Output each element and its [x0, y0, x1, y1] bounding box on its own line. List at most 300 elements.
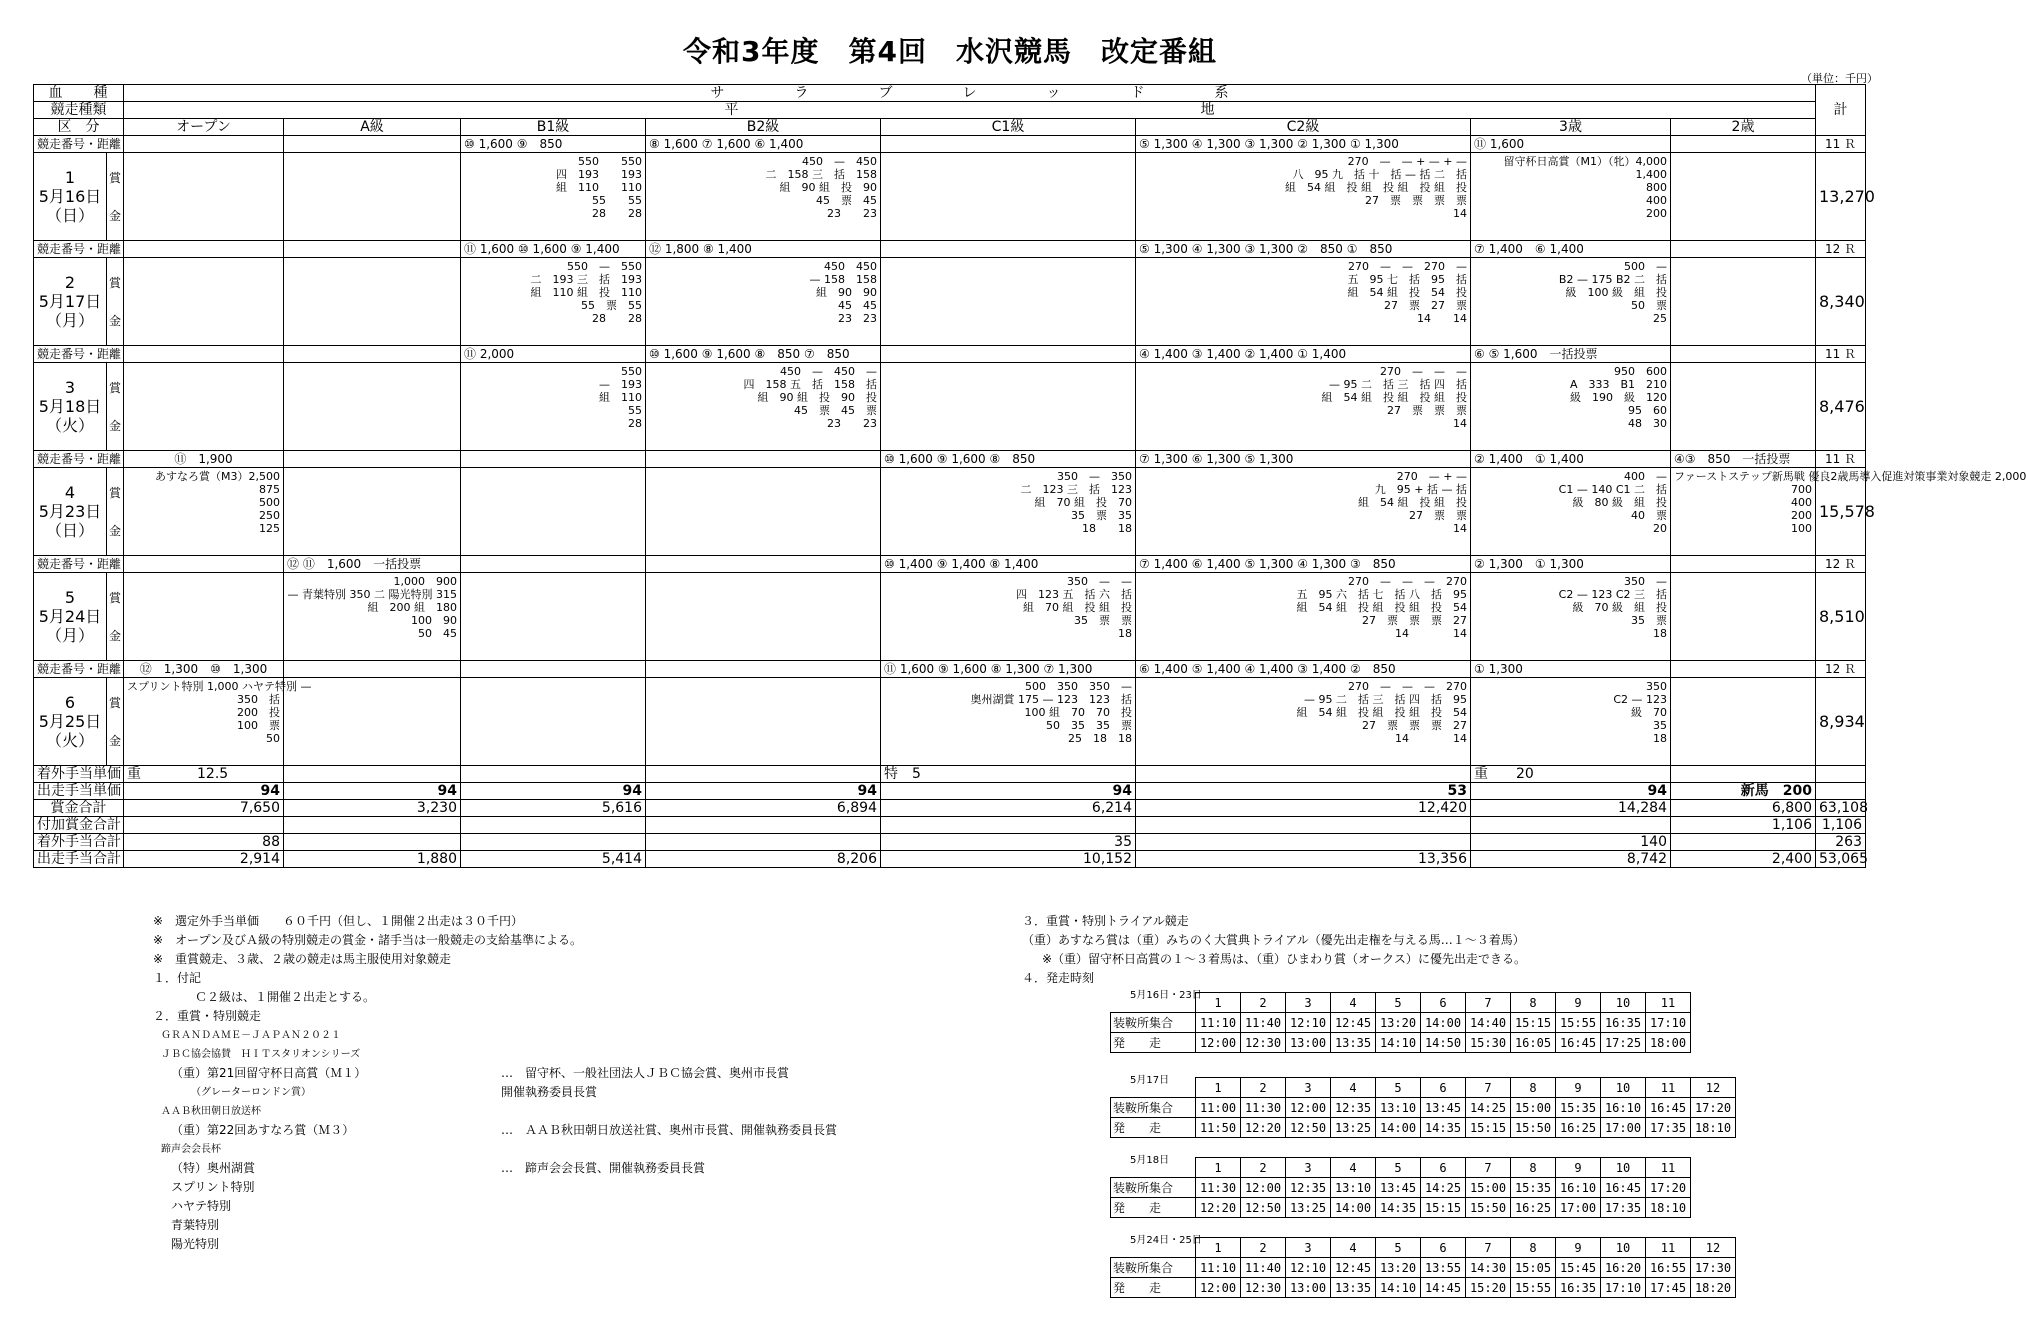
- schedule-cell: 5: [1376, 1158, 1421, 1178]
- race-distance: [1671, 136, 1816, 153]
- schedule-cell: 8: [1511, 1158, 1556, 1178]
- row-label: 競走種類: [34, 102, 124, 119]
- schedule-date-label: 5月18日: [1130, 1155, 1170, 1166]
- race-label: 競走番号・距離: [34, 136, 124, 153]
- schedule-cell: 17:20: [1691, 1098, 1736, 1118]
- schedule-cell: 14:00: [1331, 1198, 1376, 1218]
- schedule-cell: 2: [1241, 1078, 1286, 1098]
- day-num: 4: [64, 483, 76, 502]
- summary-value: 2,914: [124, 851, 284, 868]
- schedule-cell: 2: [1241, 1158, 1286, 1178]
- schedule-cell: 11:40: [1241, 1258, 1286, 1278]
- race-distance: ⑫ 1,800 ⑧ 1,400: [646, 241, 881, 258]
- day-num: 6: [64, 693, 76, 712]
- note-line: （重）第22回あすなろ賞（Ｍ３）: [171, 1123, 355, 1137]
- prize-total: 8,476: [1816, 363, 1866, 451]
- prize-values: [124, 153, 284, 241]
- race-count: 11 Ｒ: [1816, 451, 1866, 468]
- schedule-cell: 12:35: [1286, 1178, 1331, 1198]
- schedule-cell: 14:30: [1466, 1258, 1511, 1278]
- class-header: C1級: [881, 119, 1136, 136]
- schedule-cell: 15:05: [1511, 1258, 1556, 1278]
- prize-values: 550 — 550 二 193 三 括 193 組 110 組 投 110 55 票 55 28 28: [461, 258, 646, 346]
- schedule-cell: 13:25: [1286, 1198, 1331, 1218]
- schedule-cell: 3: [1286, 1158, 1331, 1178]
- day-num: 5: [64, 588, 76, 607]
- race-count: 12 Ｒ: [1816, 241, 1866, 258]
- prize-label-2: 金: [108, 208, 121, 223]
- schedule-row-label: [1111, 1158, 1196, 1178]
- summary-value: 重 20: [1471, 766, 1671, 783]
- race-label: 競走番号・距離: [34, 241, 124, 258]
- notes-right: [1022, 912, 1842, 988]
- schedule-cell: 14:25: [1466, 1098, 1511, 1118]
- summary-value: 5,616: [461, 800, 646, 817]
- schedule-cell: 8: [1511, 1238, 1556, 1258]
- race-distance: [284, 136, 461, 153]
- race-distance: [461, 556, 646, 573]
- note-line: ２．重賞・特別競走: [153, 1009, 262, 1023]
- race-count: 12 Ｒ: [1816, 661, 1866, 678]
- schedule-cell: 16:55: [1646, 1258, 1691, 1278]
- prize-values: 留守杯日高賞（M1）（牝）4,000 1,400 800 400 200: [1471, 153, 1671, 241]
- day-cell: [34, 573, 107, 661]
- schedule-cell: 14:50: [1421, 1033, 1466, 1053]
- schedule-row: [1111, 1178, 1691, 1198]
- race-distance: ⑥ 1,400 ⑤ 1,400 ④ 1,400 ③ 1,400 ② 850: [1136, 661, 1471, 678]
- summary-value: [646, 817, 881, 834]
- summary-label: 着外手当単価: [34, 766, 124, 783]
- race-distance: ② 1,400 ① 1,400: [1471, 451, 1671, 468]
- prize-label-1: 賞: [108, 695, 121, 710]
- summary-total: [1816, 766, 1866, 783]
- prize-values: [284, 258, 461, 346]
- schedule-cell: 15:20: [1466, 1278, 1511, 1298]
- schedule-cell: 5: [1376, 1238, 1421, 1258]
- table-row: [34, 800, 1866, 817]
- schedule-cell: 7: [1466, 1238, 1511, 1258]
- prize-values: [1671, 573, 1816, 661]
- schedule-cell: 13:35: [1331, 1033, 1376, 1053]
- schedule-date-label: 5月17日: [1130, 1075, 1170, 1086]
- race-label: 競走番号・距離: [34, 346, 124, 363]
- prize-values: 400 — C1 — 140 C1 二 括 級 80 級 組 投 40 票 20: [1471, 468, 1671, 556]
- schedule-cell: 17:35: [1601, 1198, 1646, 1218]
- schedule-cell: 9: [1556, 1078, 1601, 1098]
- schedule-cell: 16:20: [1601, 1258, 1646, 1278]
- schedule-cell: 4: [1331, 1078, 1376, 1098]
- summary-value: 94: [646, 783, 881, 800]
- schedule-cell: 3: [1286, 1078, 1331, 1098]
- summary-label: 出走手当合計: [34, 851, 124, 868]
- race-distance: [461, 451, 646, 468]
- summary-value: 94: [1471, 783, 1671, 800]
- summary-value: [881, 817, 1136, 834]
- prize-values: [1671, 153, 1816, 241]
- class-header: B2級: [646, 119, 881, 136]
- schedule-cell: 12:30: [1241, 1033, 1286, 1053]
- race-distance: [284, 346, 461, 363]
- schedule-cell: 15:35: [1511, 1178, 1556, 1198]
- summary-value: 94: [461, 783, 646, 800]
- race-distance: ④ 1,400 ③ 1,400 ② 1,400 ① 1,400: [1136, 346, 1471, 363]
- race-distance: ⑪ 2,000: [461, 346, 646, 363]
- schedule-cell: 13:00: [1286, 1278, 1331, 1298]
- schedule-cell: 4: [1331, 993, 1376, 1013]
- prize-values: 350 C2 — 123 級 70 35 18: [1471, 678, 1671, 766]
- day-num: 2: [64, 273, 76, 292]
- schedule-cell: 6: [1421, 1158, 1466, 1178]
- day-dow: （日）: [45, 206, 94, 225]
- day-num: 1: [64, 168, 76, 187]
- schedule-cell: 14:35: [1376, 1198, 1421, 1218]
- schedule-date-label: 5月16日・23日: [1130, 990, 1202, 1001]
- schedule-cell: 8: [1511, 993, 1556, 1013]
- table-row: [34, 258, 1866, 346]
- schedule-cell: 12:45: [1331, 1258, 1376, 1278]
- schedule-cell: 11:10: [1196, 1013, 1241, 1033]
- race-distance: [284, 241, 461, 258]
- schedule-cell: 16:10: [1556, 1178, 1601, 1198]
- note-line: スプリント特別: [171, 1180, 255, 1194]
- schedule-cell: 15:50: [1511, 1118, 1556, 1138]
- race-distance: ⑪ 1,600 ⑩ 1,600 ⑨ 1,400: [461, 241, 646, 258]
- summary-label: 着外手当合計: [34, 834, 124, 851]
- schedule-cell: 17:00: [1601, 1118, 1646, 1138]
- schedule-row: [1111, 1238, 1736, 1258]
- summary-value: 35: [881, 834, 1136, 851]
- schedule-cell: 16:35: [1601, 1013, 1646, 1033]
- schedule-cell: 8: [1511, 1078, 1556, 1098]
- prize-values: [284, 153, 461, 241]
- schedule-cell: 13:45: [1376, 1178, 1421, 1198]
- race-distance: [124, 136, 284, 153]
- race-distance: [124, 346, 284, 363]
- summary-value: 5,414: [461, 851, 646, 868]
- schedule-cell: 16:45: [1601, 1178, 1646, 1198]
- day-cell: [34, 468, 107, 556]
- schedule-cell: 11:30: [1196, 1178, 1241, 1198]
- note-line: （特）奥州湖賞: [171, 1161, 256, 1175]
- class-header: B1級: [461, 119, 646, 136]
- table-row: [34, 85, 1866, 102]
- schedule-cell: 15:30: [1466, 1033, 1511, 1053]
- race-distance: ② 1,300 ① 1,300: [1471, 556, 1671, 573]
- prize-values: [881, 153, 1136, 241]
- prize-label-2: 金: [108, 523, 121, 538]
- schedule-cell: 12:00: [1241, 1178, 1286, 1198]
- prize-label-2: 金: [108, 628, 121, 643]
- schedule-cell: 15:15: [1421, 1198, 1466, 1218]
- day-dow: （火）: [45, 731, 94, 750]
- race-count: 11 Ｒ: [1816, 346, 1866, 363]
- schedule-cell: 11: [1646, 1238, 1691, 1258]
- prize-values: 270 — + — 九 95 + 括 — 括 組 54 組 投 組 投 27 票 票 14: [1136, 468, 1471, 556]
- day-cell: [34, 363, 107, 451]
- schedule-cell: 12:50: [1241, 1198, 1286, 1218]
- schedule-row-label: [1111, 1238, 1196, 1258]
- prize-label: [107, 678, 124, 766]
- prize-label-1: 賞: [108, 590, 121, 605]
- prize-label: [107, 363, 124, 451]
- summary-value: [284, 817, 461, 834]
- schedule-cell: 11:40: [1241, 1013, 1286, 1033]
- schedule-row: [1111, 1278, 1736, 1298]
- schedule-cell: 13:25: [1331, 1118, 1376, 1138]
- table-row: [34, 783, 1866, 800]
- schedule-row: [1111, 1198, 1691, 1218]
- race-distance: [646, 451, 881, 468]
- prize-label-1: 賞: [108, 380, 121, 395]
- schedule-row: [1111, 1078, 1736, 1098]
- table-row: [34, 136, 1866, 153]
- summary-value: 12,420: [1136, 800, 1471, 817]
- schedule-row-label: 装鞍所集合: [1111, 1013, 1196, 1033]
- schedule-cell: 14:40: [1466, 1013, 1511, 1033]
- schedule-row-label: [1111, 1078, 1196, 1098]
- schedule-cell: 18:20: [1691, 1278, 1736, 1298]
- schedule-row: [1111, 1158, 1691, 1178]
- schedule-cell: 11: [1646, 1078, 1691, 1098]
- race-distance: [461, 661, 646, 678]
- note-line: ＪＢＣ協会協賛 ＨＩＴスタリオンシリーズ: [161, 1049, 361, 1060]
- note-line: ハヤテ特別: [171, 1199, 232, 1213]
- schedule-cell: 12:35: [1331, 1098, 1376, 1118]
- prize-label-2: 金: [108, 418, 121, 433]
- schedule-cell: 12:20: [1196, 1198, 1241, 1218]
- summary-value: 2,400: [1671, 851, 1816, 868]
- program-table: [33, 84, 2026, 868]
- schedule-cell: 16:45: [1646, 1098, 1691, 1118]
- schedule-cell: 13:35: [1331, 1278, 1376, 1298]
- schedule-cell: 16:05: [1511, 1033, 1556, 1053]
- schedule-cell: 16:25: [1511, 1198, 1556, 1218]
- summary-value: 重 12.5: [124, 766, 284, 783]
- prize-label-2: 金: [108, 313, 121, 328]
- race-label: 競走番号・距離: [34, 661, 124, 678]
- summary-value: [284, 834, 461, 851]
- race-distance: [646, 661, 881, 678]
- schedule-cell: 4: [1331, 1158, 1376, 1178]
- day-date: 5月25日: [38, 712, 102, 731]
- schedule-cell: 9: [1556, 1158, 1601, 1178]
- summary-total: 53,065: [1816, 851, 1866, 868]
- prize-values: [881, 258, 1136, 346]
- note-line: ＡＡＢ秋田朝日放送杯: [161, 1106, 261, 1117]
- prize-values: [1671, 258, 1816, 346]
- schedule-cell: 11:00: [1196, 1098, 1241, 1118]
- note-line: 青葉特別: [171, 1218, 220, 1232]
- schedule-cell: 17:00: [1556, 1198, 1601, 1218]
- prize-values: 350 — — 四 123 五 括 六 括 組 70 組 投 組 投 35 票 票 18: [881, 573, 1136, 661]
- schedule-cell: 16:45: [1556, 1033, 1601, 1053]
- prize-label-2: 金: [108, 733, 121, 748]
- prize-values: [461, 678, 646, 766]
- schedule-row: [1111, 1098, 1736, 1118]
- prize-values: [646, 573, 881, 661]
- schedule-cell: 13:00: [1286, 1033, 1331, 1053]
- race-distance: [1671, 346, 1816, 363]
- table-row: [34, 346, 1866, 363]
- prize-label: [107, 153, 124, 241]
- schedule-cell: 7: [1466, 1158, 1511, 1178]
- note-line: ※ 選定外手当単価 ６０千円（但し、１開催２出走は３０千円）: [153, 914, 524, 928]
- race-distance: [1671, 556, 1816, 573]
- summary-value: [461, 766, 646, 783]
- schedule-cell: 13:10: [1376, 1098, 1421, 1118]
- summary-value: [1671, 834, 1816, 851]
- prize-values: [1671, 678, 1816, 766]
- prize-values: 270 — — — — 95 二 括 三 括 四 括 組 54 組 投 組 投 組 投 27 票 票 票 14: [1136, 363, 1471, 451]
- prize-values: 1,000 900 — 青葉特別 350 二 陽光特別 315 組 200 組 180 100 90 50 45: [284, 573, 461, 661]
- row-label: 区 分: [34, 119, 124, 136]
- day-date: 5月17日: [38, 292, 102, 311]
- day-cell: [34, 678, 107, 766]
- prize-total: 8,340: [1816, 258, 1866, 346]
- class-header: 2歳: [1671, 119, 1816, 136]
- schedule-cell: 12: [1691, 1238, 1736, 1258]
- schedule-cell: 11:50: [1196, 1118, 1241, 1138]
- prize-values: 270 — — 270 — 五 95 七 括 95 括 組 54 組 投 54 投 27 票 27 票 14 14: [1136, 258, 1471, 346]
- schedule-cell: 6: [1421, 993, 1466, 1013]
- table-row: [34, 153, 1866, 241]
- schedule-row: [1111, 1013, 1691, 1033]
- prize-values: [124, 573, 284, 661]
- schedule-cell: 10: [1601, 993, 1646, 1013]
- note-line: … ＡＡＢ秋田朝日放送社賞、奥州市長賞、開催執務委員長賞: [501, 1123, 838, 1137]
- note-line: ※ 重賞競走、３歳、２歳の競走は馬主服使用対象競走: [153, 952, 452, 966]
- race-distance: ⑦ 1,300 ⑥ 1,300 ⑤ 1,300: [1136, 451, 1471, 468]
- schedule-cell: 11:30: [1241, 1098, 1286, 1118]
- schedule-table: [1110, 1077, 1736, 1138]
- schedule-table: [1110, 992, 1691, 1053]
- schedule-cell: 7: [1466, 1078, 1511, 1098]
- prize-values: [284, 468, 461, 556]
- summary-value: 8,742: [1471, 851, 1671, 868]
- prize-total: 15,578: [1816, 468, 1866, 556]
- prize-label-1: 賞: [108, 170, 121, 185]
- schedule-cell: 13:20: [1376, 1258, 1421, 1278]
- day-date: 5月23日: [38, 502, 102, 521]
- schedule-cell: 3: [1286, 1238, 1331, 1258]
- schedule-cell: 9: [1556, 993, 1601, 1013]
- prize-values: 550 — 193 組 110 55 28: [461, 363, 646, 451]
- day-date: 5月18日: [38, 397, 102, 416]
- schedule-cell: 15:55: [1556, 1013, 1601, 1033]
- prize-values: 270 — — — 270 — 95 二 括 三 括 四 括 95 組 54 組 投 組 投 組 投 54 27 票 票 票 27 14 14: [1136, 678, 1471, 766]
- prize-label-1: 賞: [108, 485, 121, 500]
- prize-values: [646, 678, 881, 766]
- race-distance: ⑦ 1,400 ⑥ 1,400 ⑤ 1,300 ④ 1,300 ③ 850: [1136, 556, 1471, 573]
- prize-values: スプリント特別 1,000 ハヤテ特別 — 350 括 200 投 100 票 50: [124, 678, 284, 766]
- schedule-cell: 12:45: [1331, 1013, 1376, 1033]
- schedule-cell: 17:45: [1646, 1278, 1691, 1298]
- schedule-cell: 17:25: [1601, 1033, 1646, 1053]
- schedule-row-label: [1111, 993, 1196, 1013]
- schedule-cell: 18:10: [1691, 1118, 1736, 1138]
- day-dow: （月）: [45, 626, 94, 645]
- schedule-cell: 18:10: [1646, 1198, 1691, 1218]
- summary-value: [1471, 817, 1671, 834]
- row-label: 血 種: [34, 85, 124, 102]
- schedule-cell: 14:35: [1421, 1118, 1466, 1138]
- table-row: [34, 468, 1866, 556]
- schedule-cell: 15:45: [1556, 1258, 1601, 1278]
- table-row: [34, 119, 1866, 136]
- race-type-value: 平 地: [124, 102, 1816, 119]
- note-line: （重）第21回留守杯日高賞（Ｍ１）: [171, 1066, 367, 1080]
- day-num: 3: [64, 378, 76, 397]
- prize-values: 450 — 450 二 158 三 括 158 組 90 組 投 90 45 票 45 23 23: [646, 153, 881, 241]
- summary-value: [1136, 817, 1471, 834]
- race-distance: ⑪ 1,600 ⑨ 1,600 ⑧ 1,300 ⑦ 1,300: [881, 661, 1136, 678]
- schedule-cell: 13:10: [1331, 1178, 1376, 1198]
- schedule-cell: 14:00: [1421, 1013, 1466, 1033]
- race-distance: ⑪ 1,600: [1471, 136, 1671, 153]
- day-cell: [34, 258, 107, 346]
- class-header: C2級: [1136, 119, 1471, 136]
- race-distance: ⑥ ⑤ 1,600 一括投票: [1471, 346, 1671, 363]
- summary-value: 1,106: [1671, 817, 1816, 834]
- race-distance: ④③ 850 一括投票: [1671, 451, 1816, 468]
- prize-values: 270 — — — 270 五 95 六 括 七 括 八 括 95 組 54 組 投 組 投 組 投 54 27 票 票 票 27 14 14: [1136, 573, 1471, 661]
- summary-value: 88: [124, 834, 284, 851]
- notes-left: [115, 912, 995, 1254]
- schedule-cell: 18:00: [1646, 1033, 1691, 1053]
- schedule-table: [1110, 1237, 1736, 1298]
- prize-values: [881, 363, 1136, 451]
- summary-value: [461, 834, 646, 851]
- schedule-cell: 11: [1646, 1158, 1691, 1178]
- schedule-cell: 15:55: [1511, 1278, 1556, 1298]
- schedule-cell: 10: [1601, 1158, 1646, 1178]
- prize-total: 8,934: [1816, 678, 1866, 766]
- schedule-cell: 14:10: [1376, 1278, 1421, 1298]
- summary-value: 1,880: [284, 851, 461, 868]
- schedule-cell: 13:45: [1421, 1098, 1466, 1118]
- day-cell: [34, 153, 107, 241]
- prize-values: 350 — C2 — 123 C2 三 括 級 70 級 組 投 35 票 18: [1471, 573, 1671, 661]
- prize-values: 550 550 四 193 193 組 110 110 55 55 28 28: [461, 153, 646, 241]
- prize-values: 500 — B2 — 175 B2 二 括 級 100 級 組 投 50 票 25: [1471, 258, 1671, 346]
- summary-value: 3,230: [284, 800, 461, 817]
- race-distance: ⑫ ⑪ 1,600 一括投票: [284, 556, 461, 573]
- schedule-cell: 12:10: [1286, 1013, 1331, 1033]
- schedule-cell: 2: [1241, 993, 1286, 1013]
- race-distance: [124, 241, 284, 258]
- schedule-cell: 17:30: [1691, 1258, 1736, 1278]
- note-line: … 留守杯、一般社団法人ＪＢＣ協会賞、奥州市長賞: [501, 1066, 790, 1080]
- schedule-row-label: 装鞍所集合: [1111, 1178, 1196, 1198]
- summary-value: 6,214: [881, 800, 1136, 817]
- prize-values: 450 — 450 — 四 158 五 括 158 括 組 90 組 投 90 投 45 票 45 票 23 23: [646, 363, 881, 451]
- prize-total: 13,270: [1816, 153, 1866, 241]
- race-distance: [881, 241, 1136, 258]
- schedule-cell: 17:10: [1646, 1013, 1691, 1033]
- schedule-cell: 4: [1331, 1238, 1376, 1258]
- summary-total: 263: [1816, 834, 1866, 851]
- schedule-cell: 15:00: [1466, 1178, 1511, 1198]
- schedule-cell: 10: [1601, 1078, 1646, 1098]
- note-line: … 蹄声会会長賞、開催執務委員長賞: [501, 1161, 706, 1175]
- note-line: ＧＲＡＮＤＡＭＥ－ＪＡＰＡＮ２０２１: [161, 1030, 341, 1041]
- race-distance: [284, 661, 461, 678]
- race-distance: ⑪ 1,900: [124, 451, 284, 468]
- schedule-cell: 17:10: [1601, 1278, 1646, 1298]
- note-line: ※ オープン及びＡ級の特別競走の賞金・諸手当は一般競走の支給基準による。: [153, 933, 582, 947]
- table-row: [34, 556, 1866, 573]
- schedule-cell: 16:35: [1556, 1278, 1601, 1298]
